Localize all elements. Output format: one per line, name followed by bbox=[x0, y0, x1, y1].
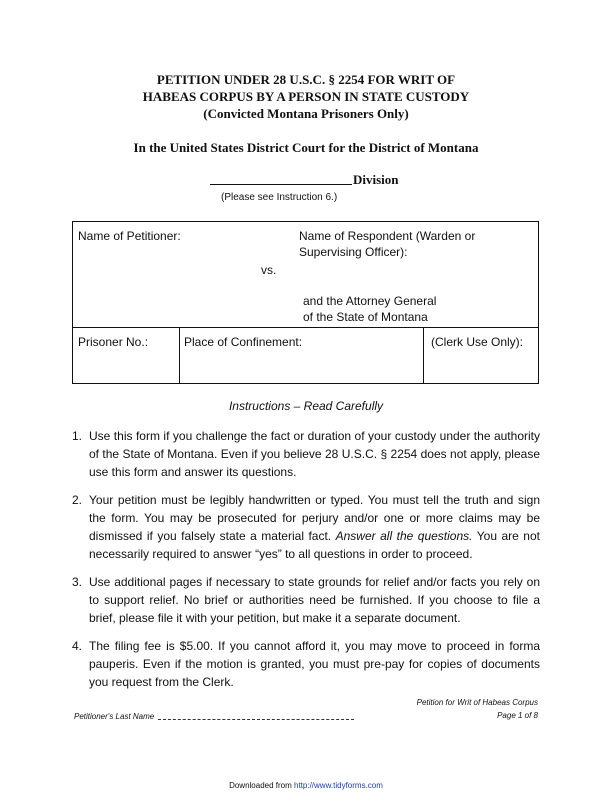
respondent-name-label bbox=[299, 228, 519, 260]
last-name-label: Petitioner's Last Name bbox=[74, 712, 155, 721]
petitioner-name-label: Name of Petitioner: bbox=[78, 229, 181, 243]
division-blank-field[interactable] bbox=[210, 172, 352, 185]
caption-divider bbox=[73, 327, 538, 328]
caption-column-divider-1 bbox=[179, 327, 180, 383]
instruction-text-part: Your petition must be legibly handwritten or typed. You must tell the truth and sign the form. You may be prosecuted for perjury and/or one or more claims may be dismissed if you falsely state a material fact. bbox=[89, 493, 540, 543]
versus-label: vs. bbox=[261, 263, 277, 277]
instruction-text: The filing fee is $5.00. If you cannot afford it, you may move to proceed in forma pauperis. Even if the motion is granted, you must pre-pay for copies of documents you request from the Clerk. bbox=[89, 639, 540, 689]
title-line-1: PETITION UNDER 28 U.S.C. § 2254 FOR WRIT OF bbox=[156, 72, 456, 87]
attorney-general-line-1: and the Attorney General bbox=[303, 294, 437, 308]
division-label: Division bbox=[353, 172, 399, 187]
instruction-number: 2. bbox=[72, 493, 83, 507]
prisoner-number-label: Prisoner No.: bbox=[78, 335, 149, 349]
clerk-use-label: (Clerk Use Only): bbox=[431, 335, 524, 349]
instruction-number: 3. bbox=[72, 575, 83, 589]
footer-page-number: Page 1 of 8 bbox=[497, 711, 538, 720]
caption-column-divider-2 bbox=[423, 327, 424, 383]
instruction-number: 4. bbox=[72, 639, 83, 653]
last-name-blank-field[interactable] bbox=[158, 711, 354, 720]
title-line-3: (Convicted Montana Prisoners Only) bbox=[203, 106, 409, 121]
respondent-label-line-1: Name of Respondent (Warden or bbox=[299, 229, 476, 243]
instruction-item bbox=[72, 573, 540, 627]
instructions-heading: Instructions – Read Carefully bbox=[228, 399, 384, 413]
download-note bbox=[0, 781, 612, 790]
title-line-2: HABEAS CORPUS BY A PERSON IN STATE CUSTODY bbox=[142, 89, 470, 104]
instruction-text: Use additional pages if necessary to state grounds for relief and/or facts you rely on to support relief. No brief or authorities need be furnished. If you choose to file a brief, please file it with your petition, but make it a separate document. bbox=[89, 575, 540, 625]
instruction-item bbox=[72, 427, 540, 481]
attorney-general-line-2: of the State of Montana bbox=[303, 310, 428, 324]
attorney-general-label bbox=[303, 293, 503, 325]
instruction-text bbox=[89, 491, 540, 563]
footer-last-name bbox=[74, 711, 354, 721]
download-prefix: Downloaded from bbox=[229, 781, 294, 790]
instruction-number: 1. bbox=[72, 429, 83, 443]
instruction-text-part: You are not necessarily required to answer “yes” to all questions in order to proceed. bbox=[89, 529, 540, 561]
download-link[interactable]: http://www.tidyforms.com bbox=[294, 781, 383, 790]
instruction-emphasis: Answer all the questions. bbox=[335, 529, 473, 543]
court-heading: In the United States District Court for the District of Montana bbox=[133, 140, 479, 155]
case-caption-box bbox=[72, 221, 539, 384]
place-of-confinement-label: Place of Confinement: bbox=[184, 335, 303, 349]
division-note: (Please see Instruction 6.) bbox=[221, 192, 338, 203]
instruction-item bbox=[72, 637, 540, 691]
footer-form-name: Petition for Writ of Habeas Corpus bbox=[416, 698, 538, 707]
instruction-item bbox=[72, 491, 540, 563]
division-line bbox=[210, 172, 399, 188]
instruction-text: Use this form if you challenge the fact or duration of your custody under the authority of the State of Montana. Even if you believe 28 U.S.C. § 2254 does not apply, please use this form and answer its questions. bbox=[89, 429, 540, 479]
respondent-label-line-2: Supervising Officer): bbox=[299, 245, 408, 259]
